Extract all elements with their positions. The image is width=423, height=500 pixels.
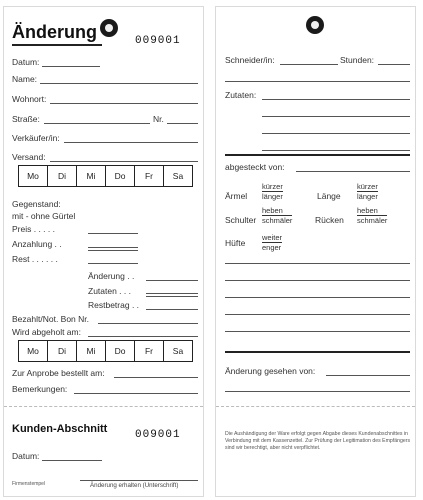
hip-wider[interactable]: weiter bbox=[262, 233, 283, 242]
customer-stub-date-label: Datum: bbox=[12, 451, 40, 461]
length-longer[interactable]: länger bbox=[357, 192, 378, 201]
customer-stub-date-field[interactable] bbox=[42, 460, 102, 461]
tear-off-line bbox=[4, 406, 203, 407]
balance-label: Restbetrag . . bbox=[88, 300, 140, 310]
pinned-by-field[interactable] bbox=[296, 171, 410, 172]
notes-divider bbox=[225, 351, 410, 353]
pickup-day-fr-box[interactable]: Fr bbox=[135, 341, 164, 361]
name-field[interactable] bbox=[40, 83, 198, 84]
pickup-date-label: Wird abgeholt am: bbox=[12, 327, 81, 337]
company-stamp-label: Firmenstempel bbox=[12, 481, 46, 487]
street-field[interactable] bbox=[44, 123, 150, 124]
shipping-label: Versand: bbox=[12, 152, 46, 162]
receipt-number-label: Bezahlt/Not. Bon Nr. bbox=[12, 314, 90, 324]
reviewed-by-label: Änderung gesehen von: bbox=[225, 366, 316, 376]
reviewed-extra-line[interactable] bbox=[225, 391, 410, 392]
workshop-ticket-card bbox=[215, 6, 416, 497]
day-sa-box[interactable]: Sa bbox=[172, 171, 184, 181]
pinned-by-label: abgesteckt von: bbox=[225, 162, 285, 172]
deposit-field[interactable] bbox=[88, 247, 138, 248]
signature-label: Änderung erhalten (Unterschrift) bbox=[90, 482, 179, 489]
length-option[interactable] bbox=[357, 182, 378, 201]
name-label: Name: bbox=[12, 74, 38, 84]
day-di-box[interactable]: Di bbox=[48, 166, 77, 186]
sleeve-shorter[interactable]: kürzer bbox=[262, 182, 283, 191]
shoulder-label: Schulter bbox=[225, 215, 257, 225]
hip-option[interactable] bbox=[262, 233, 282, 252]
city-label: Wohnort: bbox=[12, 94, 47, 104]
price-label: Preis . . . . . bbox=[12, 224, 55, 234]
deposit-double-rule bbox=[88, 250, 138, 251]
shoulder-option[interactable] bbox=[262, 206, 292, 225]
salesperson-label: Verkäufer/in: bbox=[12, 133, 60, 143]
tailor-field[interactable] bbox=[280, 64, 338, 65]
pickup-day-di-box[interactable]: Di bbox=[48, 341, 77, 361]
remarks-field[interactable] bbox=[74, 393, 198, 394]
back-label: Rücken bbox=[315, 215, 344, 225]
punch-hole bbox=[306, 16, 324, 34]
notes-line-2[interactable] bbox=[225, 280, 410, 281]
remarks-label: Bemerkungen: bbox=[12, 384, 68, 394]
customer-stub-title: Kunden-Abschnitt bbox=[12, 423, 108, 435]
notes-line-1[interactable] bbox=[225, 263, 410, 264]
pickup-day-mo-box[interactable]: Mo bbox=[19, 341, 48, 361]
supplies-line-4[interactable] bbox=[262, 150, 410, 151]
back-narrower[interactable]: schmäler bbox=[357, 216, 388, 225]
supplies-line-3[interactable] bbox=[262, 133, 410, 134]
notes-line-5[interactable] bbox=[225, 331, 410, 332]
customer-stub-serial: 009001 bbox=[135, 429, 181, 441]
fitting-date-label: Zur Anprobe bestellt am: bbox=[12, 368, 105, 378]
back-option[interactable] bbox=[357, 206, 387, 225]
supplies-line-1[interactable] bbox=[262, 99, 410, 100]
fitting-date-field[interactable] bbox=[114, 377, 198, 378]
deposit-label: Anzahlung . . bbox=[12, 239, 62, 249]
shipping-field[interactable] bbox=[50, 161, 198, 162]
house-number-label: Nr. bbox=[153, 114, 164, 124]
item-label: Gegenstand: bbox=[12, 199, 61, 209]
tear-off-line bbox=[216, 406, 415, 407]
notes-line-4[interactable] bbox=[225, 314, 410, 315]
day-fr-box[interactable]: Fr bbox=[135, 166, 164, 186]
supplies-divider bbox=[225, 154, 410, 156]
serial-number: 009001 bbox=[135, 35, 181, 47]
hip-label: Hüfte bbox=[225, 238, 246, 248]
back-raise[interactable]: heben bbox=[357, 206, 387, 216]
house-number-field[interactable] bbox=[167, 123, 198, 124]
shoulder-raise[interactable]: heben bbox=[262, 206, 292, 216]
length-shorter[interactable]: kürzer bbox=[357, 182, 378, 191]
street-label: Straße: bbox=[12, 114, 40, 124]
receipt-number-field[interactable] bbox=[98, 323, 198, 324]
pickup-date-field[interactable] bbox=[88, 336, 198, 337]
supplies-cost-field[interactable] bbox=[146, 293, 198, 294]
pickup-day-sa-box[interactable]: Sa bbox=[172, 346, 184, 356]
remainder-field[interactable] bbox=[88, 263, 138, 264]
ticket-title: Änderung bbox=[12, 22, 97, 42]
day-do-box[interactable]: Do bbox=[106, 166, 135, 186]
belt-option-label: mit - ohne Gürtel bbox=[12, 211, 76, 221]
reviewed-by-field[interactable] bbox=[326, 375, 410, 376]
remainder-label: Rest . . . . . . bbox=[12, 254, 58, 264]
supplies-line-2[interactable] bbox=[262, 116, 410, 117]
price-field[interactable] bbox=[88, 233, 138, 234]
sleeve-longer[interactable]: länger bbox=[262, 192, 283, 201]
shipping-days-grid bbox=[18, 165, 193, 187]
alteration-cost-field[interactable] bbox=[146, 280, 198, 281]
pickup-day-mi-box[interactable]: Mi bbox=[77, 341, 106, 361]
hours-label: Stunden: bbox=[340, 55, 375, 65]
day-mi-box[interactable]: Mi bbox=[77, 166, 106, 186]
length-label: Länge bbox=[317, 191, 341, 201]
day-mo-box[interactable]: Mo bbox=[19, 166, 48, 186]
hours-field[interactable] bbox=[378, 64, 410, 65]
salesperson-field[interactable] bbox=[64, 142, 198, 143]
supplies-cost-label: Zutaten . . . bbox=[88, 286, 131, 296]
signature-field[interactable] bbox=[80, 480, 198, 481]
pickup-days-grid bbox=[18, 340, 193, 362]
sleeve-option[interactable] bbox=[262, 182, 283, 201]
date-field[interactable] bbox=[42, 66, 100, 67]
tailor-extra-line[interactable] bbox=[225, 81, 410, 82]
alteration-cost-label: Änderung . . bbox=[88, 271, 135, 281]
city-field[interactable] bbox=[50, 103, 198, 104]
supplies-label: Zutaten: bbox=[225, 90, 257, 100]
shoulder-narrower[interactable]: schmäler bbox=[262, 216, 293, 225]
legal-note: Die Aushändigung der Ware erfolgt gegen Abgabe dieses Kundenabschnittes in Verbindung mit dem Kassenzettel. Zur Prüfung der Legitimation des Empfängers sind wir berechtigt, aber nicht verpflichtet. bbox=[225, 431, 411, 451]
supplies-double-rule bbox=[146, 296, 198, 297]
punch-hole bbox=[100, 19, 118, 37]
pickup-day-do-box[interactable]: Do bbox=[106, 341, 135, 361]
date-label: Datum: bbox=[12, 57, 40, 67]
sleeve-label: Ärmel bbox=[225, 191, 248, 201]
order-ticket-card bbox=[3, 6, 204, 497]
notes-line-3[interactable] bbox=[225, 297, 410, 298]
balance-field[interactable] bbox=[146, 309, 198, 310]
tailor-label: Schneider/in: bbox=[225, 55, 275, 65]
hip-tighter[interactable]: enger bbox=[262, 243, 282, 252]
title-underline bbox=[12, 44, 102, 46]
